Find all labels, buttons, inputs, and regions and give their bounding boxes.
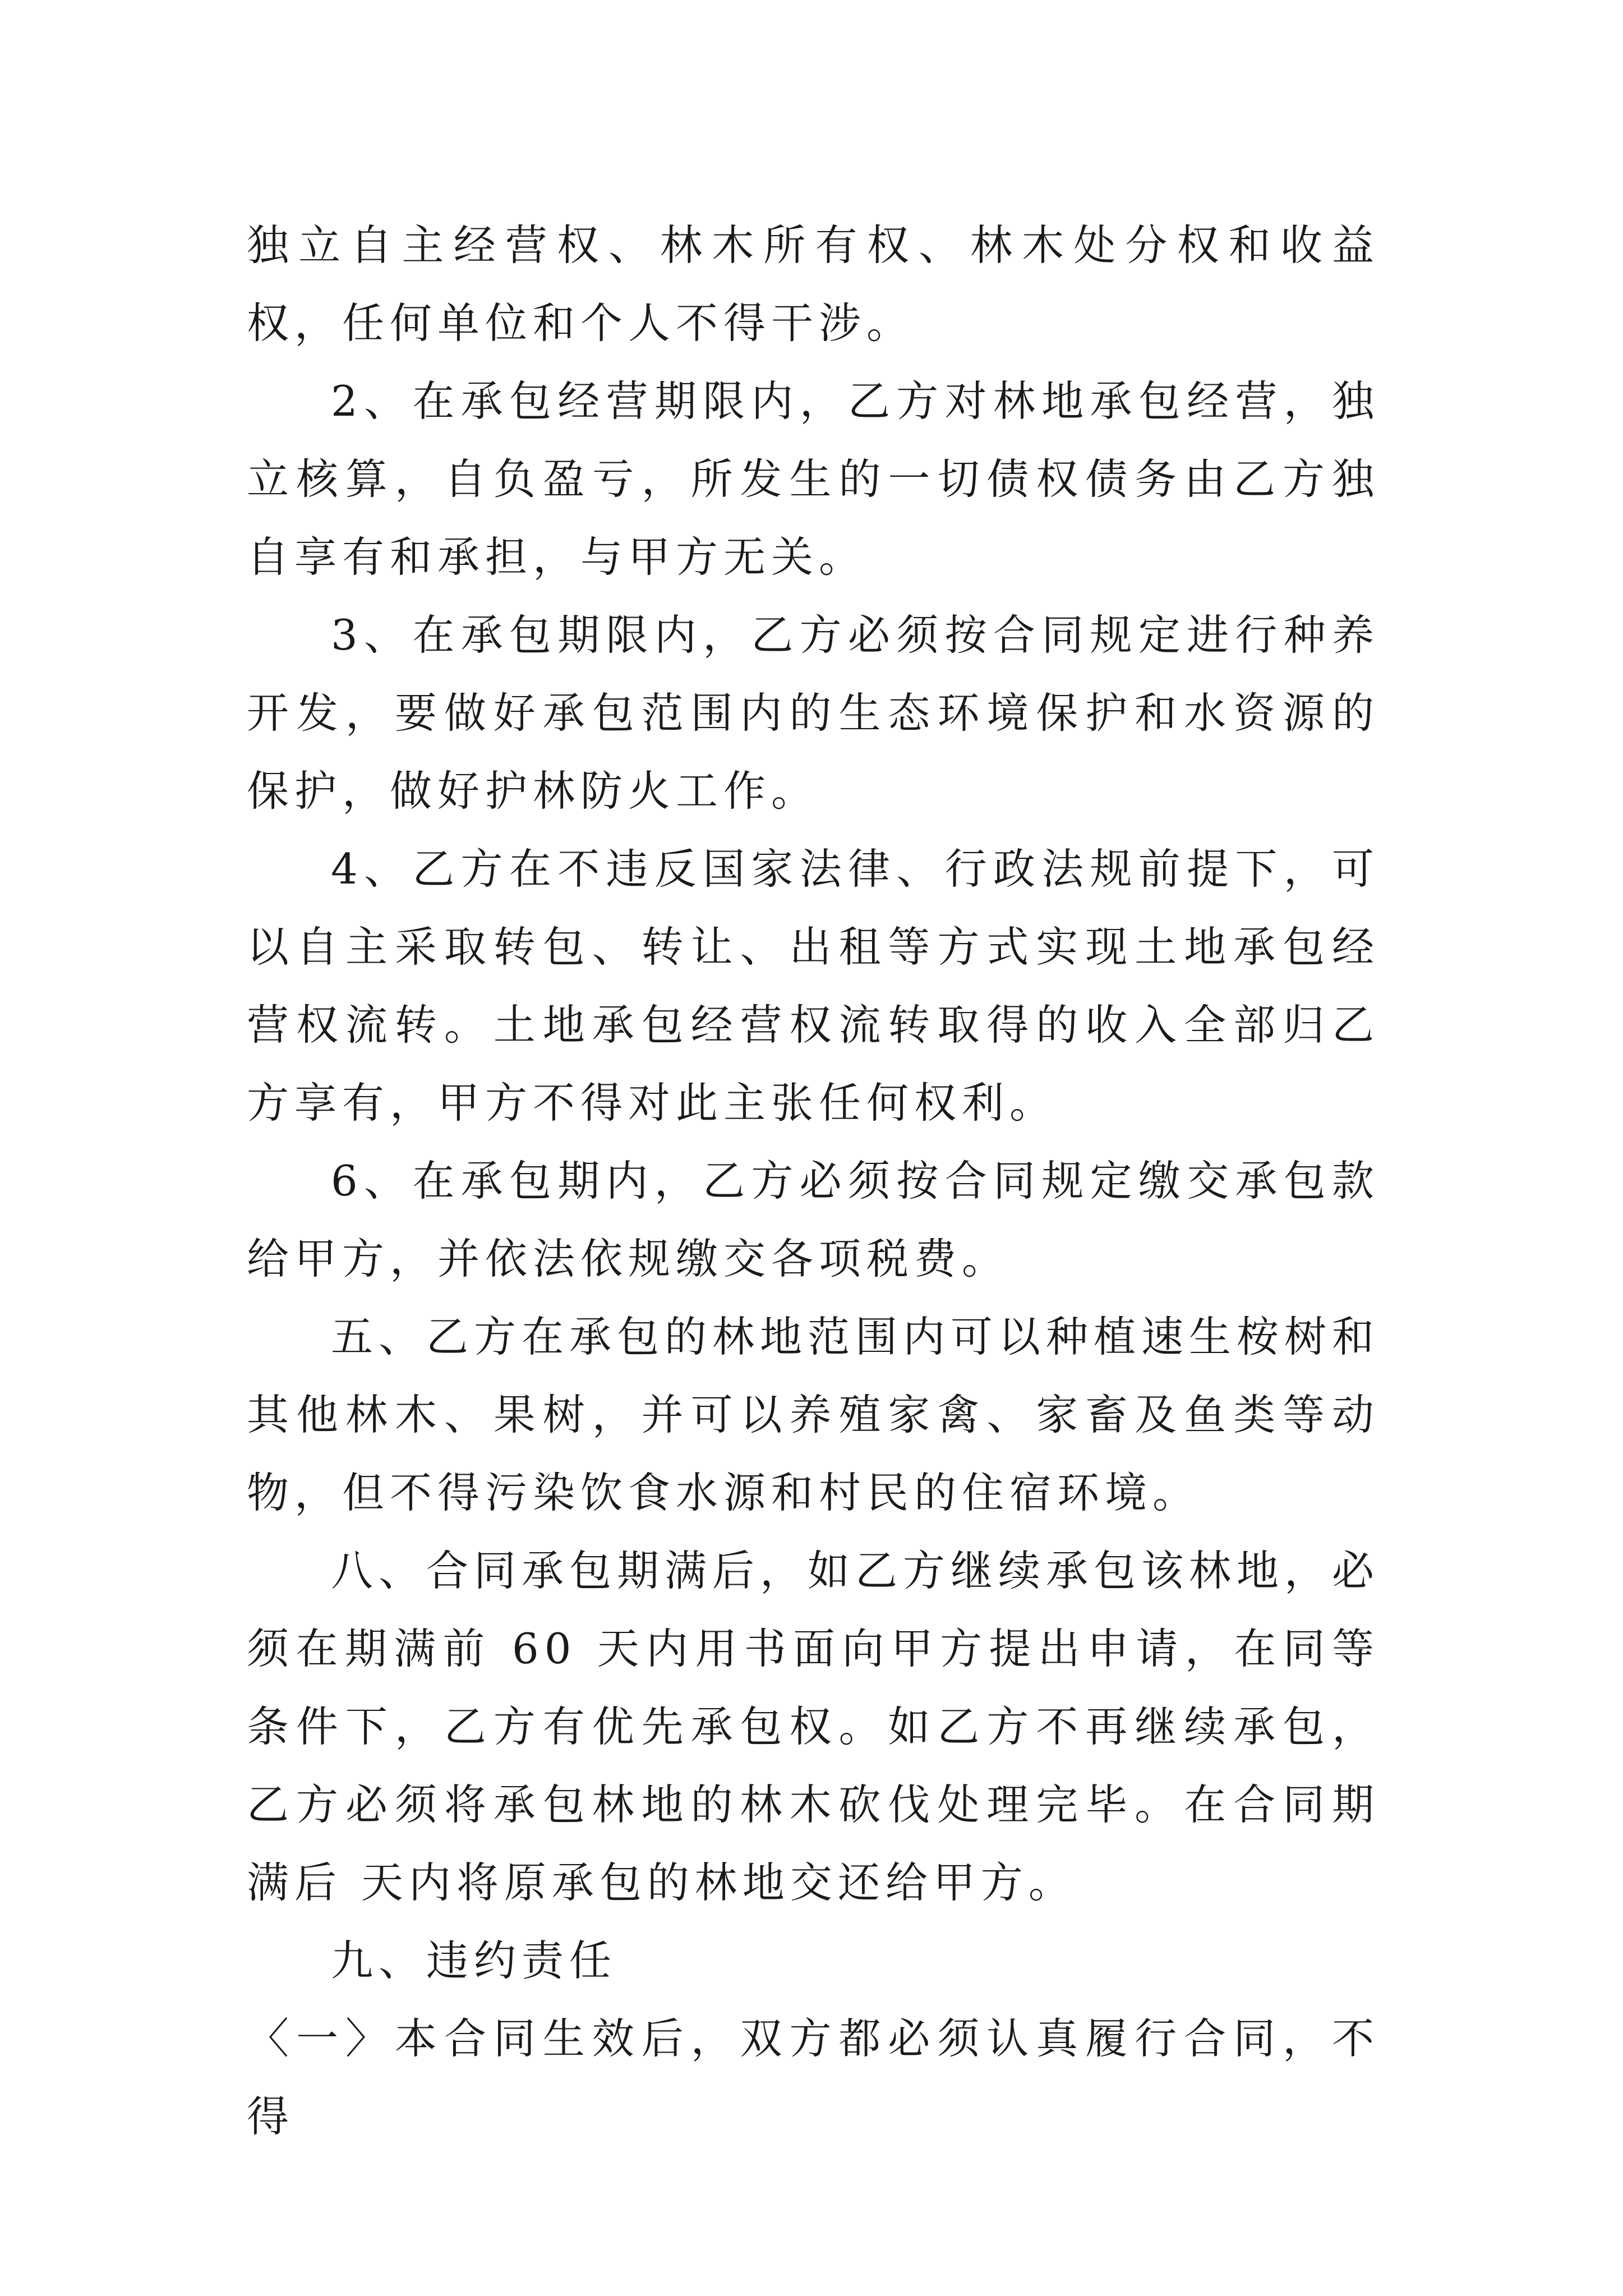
paragraph-item-6: 6、在承包期内，乙方必须按合同规定缴交承包款给甲方，并依法依规缴交各项税费。 bbox=[247, 1156, 1380, 1283]
paragraph-clause-1: 〈一〉本合同生效后，双方都必须认真履行合同，不得 bbox=[247, 2014, 1380, 2141]
paragraph-section-5: 五、乙方在承包的林地范围内可以种植速生桉树和其他林木、果树，并可以养殖家禽、家畜及鱼类等动物，但不得污染饮食水源和村民的住宿环境。 bbox=[247, 1312, 1380, 1517]
paragraph-item-2: 2、在承包经营期限内，乙方对林地承包经营，独立核算，自负盈亏，所发生的一切债权债务由乙方独自享有和承担，与甲方无关。 bbox=[247, 376, 1380, 582]
paragraph-section-8: 八、合同承包期满后，如乙方继续承包该林地，必须在期满前 60 天内用书面向甲方提出申请，在同等条件下，乙方有优先承包权。如乙方不再继续承包，乙方必须将承包林地的林木砍伐处理完毕。在合同期满后 天内将原承包的林地交还给甲方。 bbox=[247, 1546, 1380, 1907]
paragraph-item-4: 4、乙方在不违反国家法律、行政法规前提下，可以自主采取转包、转让、出租等方式实现土地承包经营权流转。土地承包经营权流转取得的收入全部归乙方享有，甲方不得对此主张任何权利。 bbox=[247, 844, 1380, 1128]
paragraph-item-3: 3、在承包期限内，乙方必须按合同规定进行种养开发，要做好承包范围内的生态环境保护和水资源的保护，做好护林防火工作。 bbox=[247, 610, 1380, 816]
document-body bbox=[247, 206, 1380, 2156]
paragraph-rights: 独立自主经营权、林木所有权、林木处分权和收益权，任何单位和个人不得干涉。 bbox=[247, 220, 1380, 348]
heading-section-9: 九、违约责任 bbox=[331, 1936, 617, 1985]
